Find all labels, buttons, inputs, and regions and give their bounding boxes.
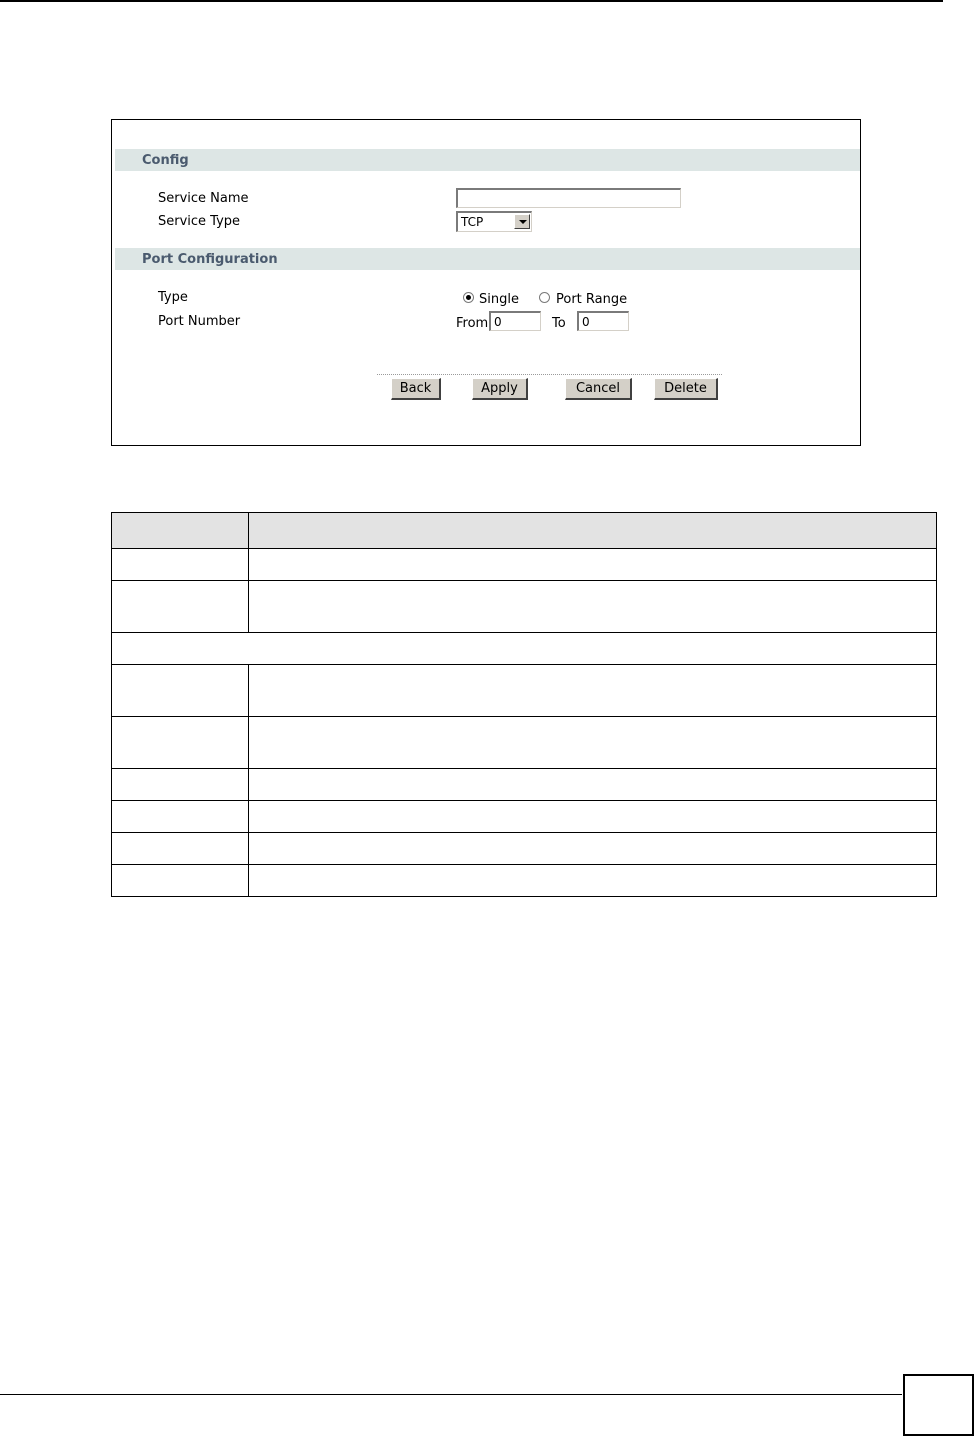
table-row — [112, 865, 937, 897]
table-cell — [112, 665, 249, 717]
port-range-radio-label[interactable]: Port Range — [556, 292, 628, 307]
to-port-input[interactable] — [577, 311, 629, 331]
from-port-input[interactable] — [489, 311, 541, 331]
port-configuration-section-header — [115, 248, 860, 270]
chevron-down-icon[interactable] — [514, 214, 530, 229]
table-header-cell — [112, 513, 249, 549]
table-cell — [112, 833, 249, 865]
table-header-row — [112, 513, 937, 549]
table-cell — [112, 717, 249, 769]
table-row — [112, 801, 937, 833]
table-cell — [249, 549, 937, 581]
table-cell — [112, 549, 249, 581]
edit-service-panel — [111, 119, 861, 446]
delete-button[interactable]: Delete — [654, 378, 718, 400]
table-row — [112, 769, 937, 801]
table-row — [112, 581, 937, 633]
button-separator — [377, 374, 722, 375]
table-cell — [249, 865, 937, 897]
table-section-row — [112, 633, 937, 665]
back-button[interactable]: Back — [391, 378, 441, 400]
single-radio-label[interactable]: Single — [479, 292, 519, 307]
service-name-label: Service Name — [158, 191, 249, 206]
table-cell — [112, 801, 249, 833]
service-type-label: Service Type — [158, 214, 241, 229]
table-cell — [249, 665, 937, 717]
page-number-box — [903, 1374, 974, 1436]
table-cell — [112, 769, 249, 801]
port-configuration-section-title: Port Configuration — [142, 252, 278, 267]
table-row — [112, 833, 937, 865]
service-type-selected-value: TCP — [461, 215, 484, 229]
table-row — [112, 549, 937, 581]
config-section-title: Config — [142, 153, 189, 168]
cancel-button[interactable]: Cancel — [565, 378, 632, 400]
table-cell — [112, 581, 249, 633]
port-range-radio[interactable] — [539, 292, 550, 303]
from-label: From — [456, 316, 489, 331]
table-cell — [249, 801, 937, 833]
service-name-input[interactable] — [456, 188, 681, 208]
field-description-table — [111, 512, 937, 897]
table-cell — [112, 633, 937, 665]
footer-rule — [0, 1394, 902, 1395]
table-header-cell — [249, 513, 937, 549]
table-cell — [249, 769, 937, 801]
table-cell — [249, 717, 937, 769]
table-cell — [249, 581, 937, 633]
table-cell — [112, 865, 249, 897]
table-row — [112, 665, 937, 717]
to-label: To — [552, 316, 566, 331]
apply-button[interactable]: Apply — [472, 378, 528, 400]
table-row — [112, 717, 937, 769]
single-radio[interactable] — [463, 292, 474, 303]
table-cell — [249, 833, 937, 865]
config-section-header — [115, 149, 860, 171]
header-rule — [0, 0, 943, 2]
port-number-label: Port Number — [158, 314, 241, 329]
type-label: Type — [158, 290, 188, 305]
service-type-select[interactable] — [456, 211, 532, 232]
